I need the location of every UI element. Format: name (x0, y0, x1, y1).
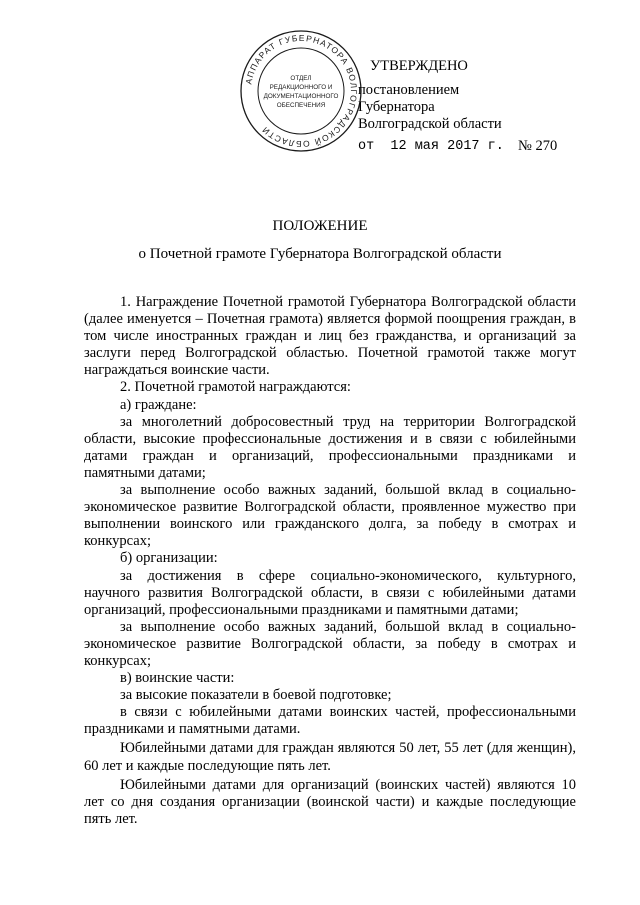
paragraph: за высокие показатели в боевой подготовке; (120, 687, 392, 704)
svg-text:АППАРАТ ГУБЕРНАТОРА ВОЛГОГРАДС (243, 33, 359, 149)
approval-decree: постановлением (358, 82, 460, 98)
paragraph: за выполнение особо важных заданий, большой вклад в социально-экономическое развитие Волгоградской области, за победу в смотрах и конкурсах; (84, 618, 576, 669)
stamp-line: ОБЕСПЕЧЕНИЯ (276, 102, 326, 109)
stamp-line: ДОКУМЕНТАЦИОННОГО (263, 93, 339, 100)
approval-stamp (238, 28, 364, 154)
document-title: ПОЛОЖЕНИЕ (272, 218, 368, 234)
stamp-ring-text: АППАРАТ ГУБЕРНАТОРА ВОЛГОГРАДСКОЙ ОБЛАСТИ (243, 32, 360, 150)
paragraph: б) организации: (120, 550, 218, 567)
approval-region: Волгоградской области (358, 116, 502, 132)
paragraph: Юбилейными датами для граждан являются 50 лет, 55 лет (для женщин), 60 лет и каждые последующие пять лет. (84, 740, 576, 774)
approval-date: от 12 мая 2017 г. (358, 139, 504, 154)
approved-heading: УТВЕРЖДЕНО (370, 58, 468, 74)
document-body (84, 294, 576, 828)
paragraph: за многолетний добросовестный труд на территории Волгоградской области, высокие профессиональные достижения и в связи с юбилейными датами граждан и организаций, профессиональными праздниками и памятными датами; (84, 413, 576, 481)
paragraph: 1. Награждение Почетной грамотой Губернатора Волгоградской области (далее именуется – Почетная грамота) является формой поощрения граждан, в том числе иностранных граждан и лиц без гражданства, и организаций за заслуги перед Волгоградской областью. Почетной грамотой также могут награждаться воинские части. (84, 294, 576, 379)
approval-governor: Губернатора (358, 99, 435, 115)
paragraph: 2. Почетной грамотой награждаются: (120, 379, 351, 396)
approval-number: № 270 (518, 138, 558, 154)
stamp-line: ОТДЕЛ (290, 75, 312, 82)
paragraph: в связи с юбилейными датами воинских частей, профессиональными праздниками и памятными датами. (84, 704, 576, 738)
paragraph: Юбилейными датами для организаций (воинских частей) являются 10 лет со дня создания организации (воинской части) и каждые последующие пять лет. (84, 776, 576, 827)
paragraph: а) граждане: (120, 396, 197, 413)
paragraph: за достижения в сфере социально-экономического, культурного, научного развития Волгоградской области, в связи с юбилейными датами организаций, профессиональными праздниками и памятными датами; (84, 567, 576, 618)
stamp-seal (238, 28, 364, 154)
document-subtitle: о Почетной грамоте Губернатора Волгоградской области (138, 246, 502, 262)
stamp-line: РЕДАКЦИОННОГО И (269, 84, 333, 91)
paragraph: за выполнение особо важных заданий, большой вклад в социально-экономическое развитие Волгоградской области, проявленное мужество при выполнении воинского или гражданского долга, за победу в смотрах и конкурсах; (84, 482, 576, 550)
paragraph: в) воинские части: (120, 670, 235, 687)
